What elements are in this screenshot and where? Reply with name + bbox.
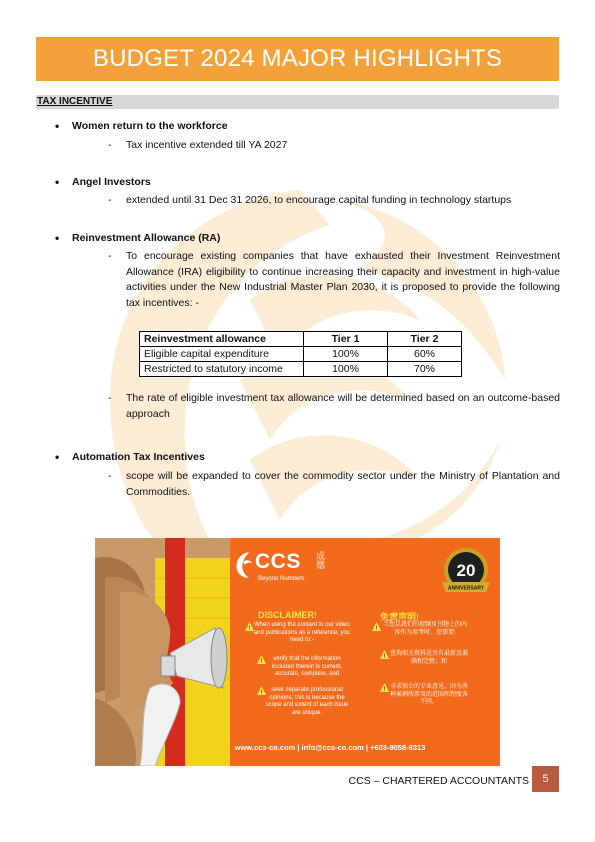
- table-cell: Eligible capital expenditure: [140, 347, 304, 362]
- disclaimer-en-point-1: verify that the information included therein is current, accurate, complete, and: [271, 656, 343, 677]
- table-header: Tier 1: [304, 332, 388, 347]
- table-cell: 70%: [388, 362, 462, 377]
- disclaimer-cn-title: 免责声明!: [380, 612, 419, 622]
- brand-name: CCS: [255, 550, 301, 573]
- svg-text:!: !: [383, 653, 386, 659]
- banner-contact: www.ccs-co.com | info@ccs-co.com | +603-9058-8313: [234, 743, 426, 752]
- point-reinvestment-1: - To encourage existing companies that have exhausted their Investment Reinvestment Allowance (IRA) eligibility to continue increasing their capacity and investment in high-value activities under the New Industrial Master Plan 2030, it is proposed to provide the following tax incentives: -: [108, 250, 560, 309]
- table-cell: 60%: [388, 347, 462, 362]
- bullet-women-return: • Women return to the workforce: [55, 120, 228, 132]
- table-cell: 100%: [304, 347, 388, 362]
- point-women-return: - Tax incentive extended till YA 2027: [108, 139, 288, 151]
- page-number: 5: [532, 766, 559, 792]
- svg-text:!: !: [260, 689, 263, 695]
- table-cell: 100%: [304, 362, 388, 377]
- table-row: [140, 362, 462, 377]
- disclaimer-cn-intro: 当您以我们的视频及刊物上的内容作为参考时，您需要:: [382, 622, 467, 636]
- point-reinvestment-2: - The rate of eligible investment tax allowance will be determined based on an outcome-based approach: [108, 392, 560, 420]
- footer-text: CCS – CHARTERED ACCOUNTANTS: [348, 775, 529, 787]
- disclaimer-en-point-2: seek separate professional opinions; this is because the scope and extent of each issue are unique.: [265, 687, 349, 716]
- anniversary-badge-icon: [440, 546, 492, 598]
- bullet-reinvestment-allowance: • Reinvestment Allowance (RA): [55, 232, 220, 244]
- disclaimer-cn-point-1: 查询相关资料是否有最新及准确和完整；和: [390, 651, 469, 665]
- disclaimer-cn-point-2: 寻求独立的专业意见，因为各种案例所涉及的范围和程度各不同。: [390, 684, 469, 705]
- page-title: BUDGET 2024 MAJOR HIGHLIGHTS: [36, 37, 559, 81]
- brand-chinese: 成 德: [316, 551, 326, 570]
- bullet-automation: • Automation Tax Incentives: [55, 451, 205, 463]
- point-automation: - scope will be expanded to cover the commodity sector under the Ministry of Plantation and Commodities.: [108, 470, 560, 498]
- bullet-angel-investors: • Angel Investors: [55, 176, 151, 188]
- table-header: Reinvestment allowance: [140, 332, 304, 347]
- table-row: [140, 347, 462, 362]
- table-cell: Restricted to statutory income: [140, 362, 304, 377]
- table-header-row: [140, 332, 462, 347]
- svg-text:!: !: [375, 625, 378, 631]
- disclaimer-en-title: DISCLAIMER!: [258, 610, 317, 620]
- svg-text:!: !: [248, 625, 251, 631]
- svg-text:20: 20: [456, 561, 476, 580]
- disclaimer-banner: [95, 538, 500, 766]
- svg-text:!: !: [383, 686, 386, 692]
- brand-tagline: Beyond Numbers: [258, 576, 305, 582]
- warning-icon: [380, 650, 389, 659]
- megaphone-illustration: [95, 538, 230, 766]
- disclaimer-en-intro: When using the content in our video and publications as a reference, you need to:-: [253, 622, 351, 643]
- svg-text:ANNIVERSARY: ANNIVERSARY: [447, 585, 485, 592]
- svg-text:!: !: [260, 658, 263, 664]
- ccs-logo-icon: [233, 550, 253, 580]
- table-header: Tier 2: [388, 332, 462, 347]
- warning-icon: [380, 683, 389, 692]
- warning-icon: [372, 622, 381, 631]
- reinvestment-table: [139, 331, 462, 377]
- section-heading: TAX INCENTIVE: [36, 95, 559, 109]
- point-angel-investors: - extended until 31 Dec 31 2026, to encourage capital funding in technology startups: [108, 194, 512, 206]
